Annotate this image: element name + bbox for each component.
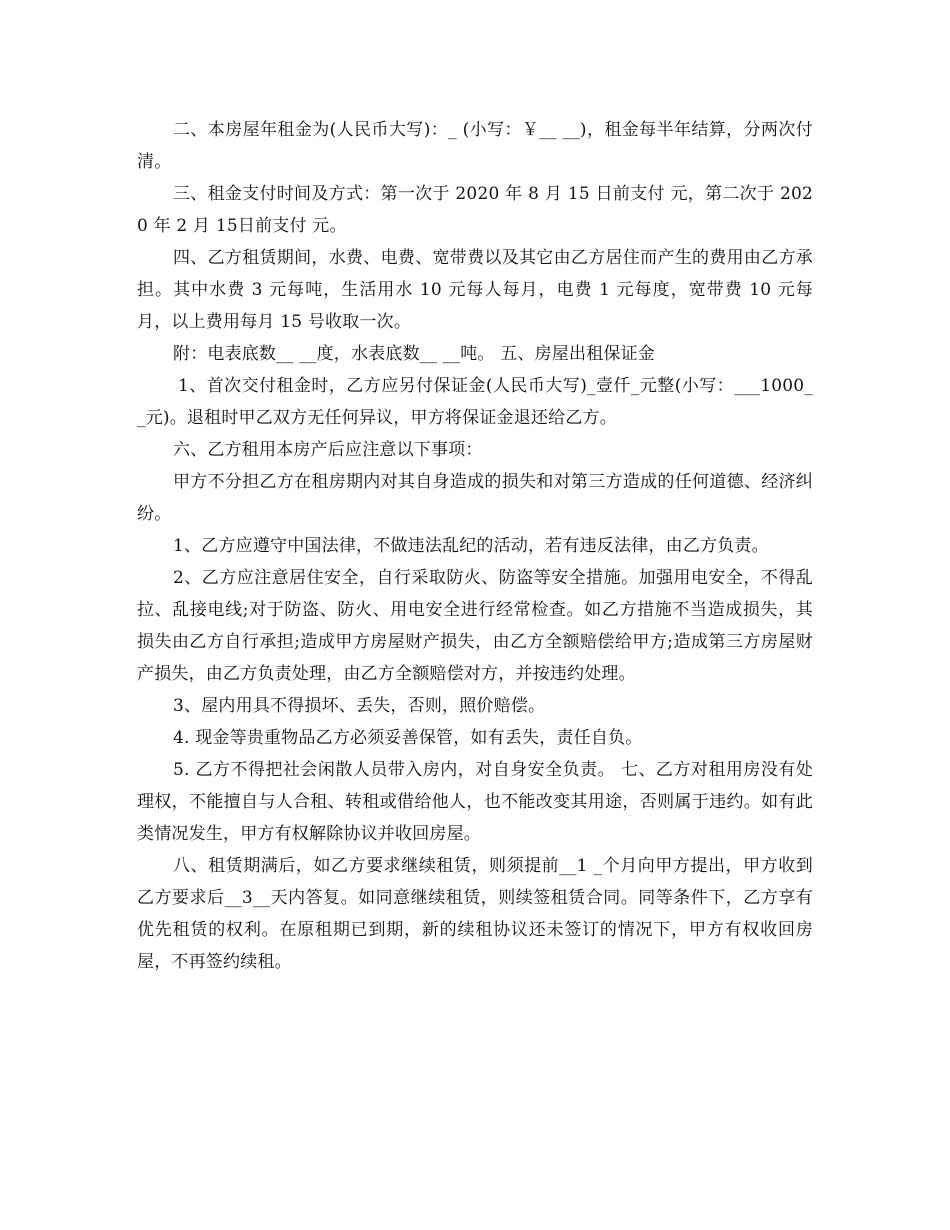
paragraph-law-compliance: 1、乙方应遵守中国法律，不做违法乱纪的活动，若有违反法律，由乙方负责。 — [173, 536, 769, 556]
paragraph-lease-renewal: 八、租赁期满后，如乙方要求继续租赁，则须提前__1 _个月向甲方提出，甲方收到乙方要求后__3__天内答复。如同意继续租赁，则续签租赁合同。同等条件下，乙方享有优先租赁的权利。在原租期已到期，新的续租协议还未签订的情况下，甲方有权收回房屋，不再签约续租。 — [137, 856, 813, 972]
paragraph-safety-requirements: 2、乙方应注意居住安全，自行采取防火、防盗等安全措施。加强用电安全，不得乱拉、乱接电线;对于防盗、防火、用电安全进行经常检查。如乙方措施不当造成损失，其损失由乙方自行承担;造成甲方房屋财产损失，由乙方全额赔偿给甲方;造成第三方房屋财产损失，由乙方负责处理，由乙方全额赔偿对方，并按违约处理。 — [137, 568, 813, 684]
paragraph-notice-heading: 六、乙方租用本房产后应注意以下事项： — [173, 440, 483, 460]
paragraph-payment-time: 三、租金支付时间及方式：第一次于 2020 年 8 月 15 日前支付 元，第二次于 2020 年 2 月 15日前支付 元。 — [137, 184, 813, 236]
paragraph-visitors-and-subletting: 5. 乙方不得把社会闲散人员带入房内，对自身安全负责。 七、乙方对租用房没有处理权，不能擅自与人合租、转租或借给他人，也不能改变其用途，否则属于违约。如有此类情况发生，甲方有权解除协议并收回房屋。 — [137, 760, 813, 844]
paragraph-furnishings-compensation: 3、屋内用具不得损坏、丢失，否则，照价赔偿。 — [173, 696, 546, 716]
paragraph-valuables: 4. 现金等贵重物品乙方必须妥善保管，如有丢失，责任自负。 — [173, 728, 643, 748]
paragraph-deposit-details: 1、首次交付租金时，乙方应另付保证金(人民币大写)_壹仟_元整(小写：___1000__元)。退租时甲乙双方无任何异议，甲方将保证金退还给乙方。 — [137, 376, 813, 428]
paragraph-utility-fees: 四、乙方租赁期间，水费、电费、宽带费以及其它由乙方居住而产生的费用由乙方承担。其中水费 3 元每吨，生活用水 10 元每人每月，电费 1 元每度，宽带费 10 元每月，以上费用每月 15 号收取一次。 — [137, 248, 813, 332]
document-body — [137, 114, 813, 978]
paragraph-liability-disclaimer: 甲方不分担乙方在租房期内对其自身造成的损失和对第三方造成的任何道德、经济纠纷。 — [137, 472, 813, 524]
paragraph-meter-readings-deposit-heading: 附：电表底数__ __度，水表底数__ __吨。 五、房屋出租保证金 — [173, 344, 656, 364]
paragraph-rent-amount: 二、本房屋年租金为(人民币大写)：_ (小写：￥__ __)，租金每半年结算，分两次付清。 — [137, 120, 813, 172]
